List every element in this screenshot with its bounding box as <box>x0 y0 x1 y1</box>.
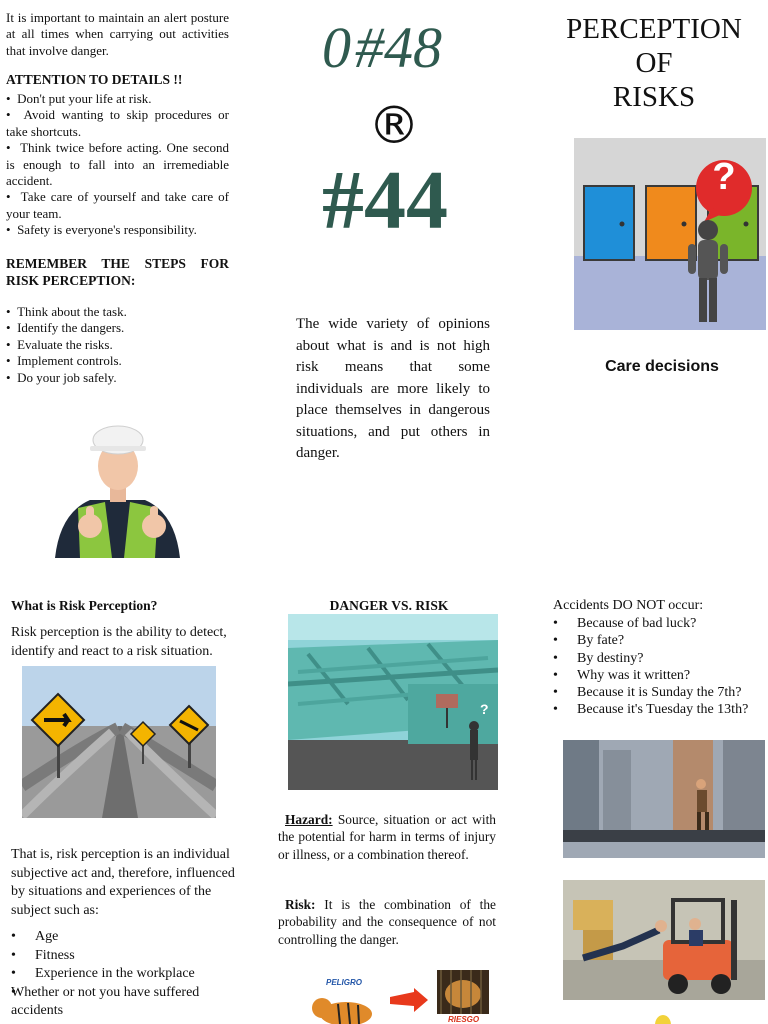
title-line: OF <box>635 47 673 79</box>
risk-term: Risk: <box>285 897 316 912</box>
list-item: • Because it is Sunday the 7th? <box>553 684 763 701</box>
peligro-label: PELIGRO <box>326 978 363 987</box>
tiger-image <box>308 990 378 1024</box>
title-line: RISKS <box>612 81 696 113</box>
list-item: • Because of bad luck? <box>553 615 763 632</box>
list-item: • Don't put your life at risk. <box>6 91 229 107</box>
list-item: • Implement controls. <box>6 353 229 369</box>
number-44: #44 <box>322 154 448 247</box>
page-title <box>556 12 752 114</box>
accidents-heading: Accidents DO NOT occur: <box>553 598 704 613</box>
steps-heading: REMEMBER THE STEPS FOR RISK PERCEPTION: <box>6 256 229 288</box>
list-item: • Why was it written? <box>553 667 763 684</box>
forklift-image <box>563 880 765 1000</box>
list-item: • Whether or not you have suffered accidents <box>11 984 251 1021</box>
caged-tiger-image <box>437 970 489 1014</box>
question-mark-icon: ? <box>712 156 736 198</box>
list-item: • Avoid wanting to skip procedures or take shortcuts. <box>6 107 229 140</box>
attention-heading: ATTENTION TO DETAILS !! <box>6 72 183 87</box>
list-item: • Because it's Tuesday the 13th? <box>553 701 763 718</box>
attention-list <box>6 91 229 239</box>
accidents-list <box>553 615 763 719</box>
risk-perception-explanation: That is, risk perception is an individual subjective act and, therefore, influenced by situations and experiences of the subject such as: <box>11 847 235 918</box>
list-item: • Age <box>11 928 251 947</box>
beam-worker-image <box>563 740 765 858</box>
list-item: • Safety is everyone's responsibility. <box>6 222 229 238</box>
danger-vs-risk-heading: DANGER VS. RISK <box>329 598 449 613</box>
list-item: • By fate? <box>553 632 763 649</box>
hazard-definition <box>278 811 496 863</box>
steps-list <box>6 304 229 386</box>
list-item: • Think about the task. <box>6 304 229 320</box>
list-item: • Think twice before acting. One second is enough to fall into an irremediable accident. <box>6 140 229 189</box>
riesgo-label: RIESGO <box>448 1015 480 1024</box>
risk-perception-definition: Risk perception is the ability to detect, identify and react to a risk situation. <box>11 625 227 659</box>
svg-text:?: ? <box>480 701 489 717</box>
title-line: PERCEPTION <box>566 13 742 45</box>
list-item: • Evaluate the risks. <box>6 337 229 353</box>
maze-image <box>288 614 498 790</box>
hazard-term: Hazard: <box>285 812 333 827</box>
red-arrow-icon <box>388 988 430 1012</box>
intro-text: It is important to maintain an alert posture at all times when carrying out activities that involve danger. <box>6 10 229 58</box>
risk-text: It is the combination of the probability and the consequence of not controlling the danger. <box>278 897 496 947</box>
list-item: • By destiny? <box>553 650 763 667</box>
list-item: • Take care of yourself and take care of your team. <box>6 189 229 222</box>
list-item: • Fitness <box>11 947 251 966</box>
doors-choice-image <box>574 138 766 330</box>
image-caption: Care decisions <box>605 358 719 375</box>
center-paragraph: The wide variety of opinions about what is and is not high risk means that some individuals are more likely to place themselves in dangerous situations, and put others in danger. <box>296 316 490 461</box>
hazard-text: Source, situation or act with the potential for harm in terms of injury or illness, or a combination thereof. <box>278 812 496 862</box>
yellow-figure-partial <box>652 1012 674 1024</box>
risk-definition <box>278 896 496 948</box>
risk-perception-heading: What is Risk Perception? <box>11 598 158 613</box>
list-item: • Do your job safely. <box>6 370 229 386</box>
registered-symbol: ® <box>368 96 420 156</box>
road-signs-image <box>22 666 216 818</box>
list-item: • Experience in the workplace <box>11 965 251 984</box>
worker-thumbs-up-image <box>50 418 185 566</box>
number-48: #48 <box>355 15 442 80</box>
list-item: • Identify the dangers. <box>6 320 229 336</box>
zero-mark: 0 <box>322 15 351 80</box>
number-48-heading <box>322 14 472 81</box>
factors-list <box>11 928 251 1021</box>
